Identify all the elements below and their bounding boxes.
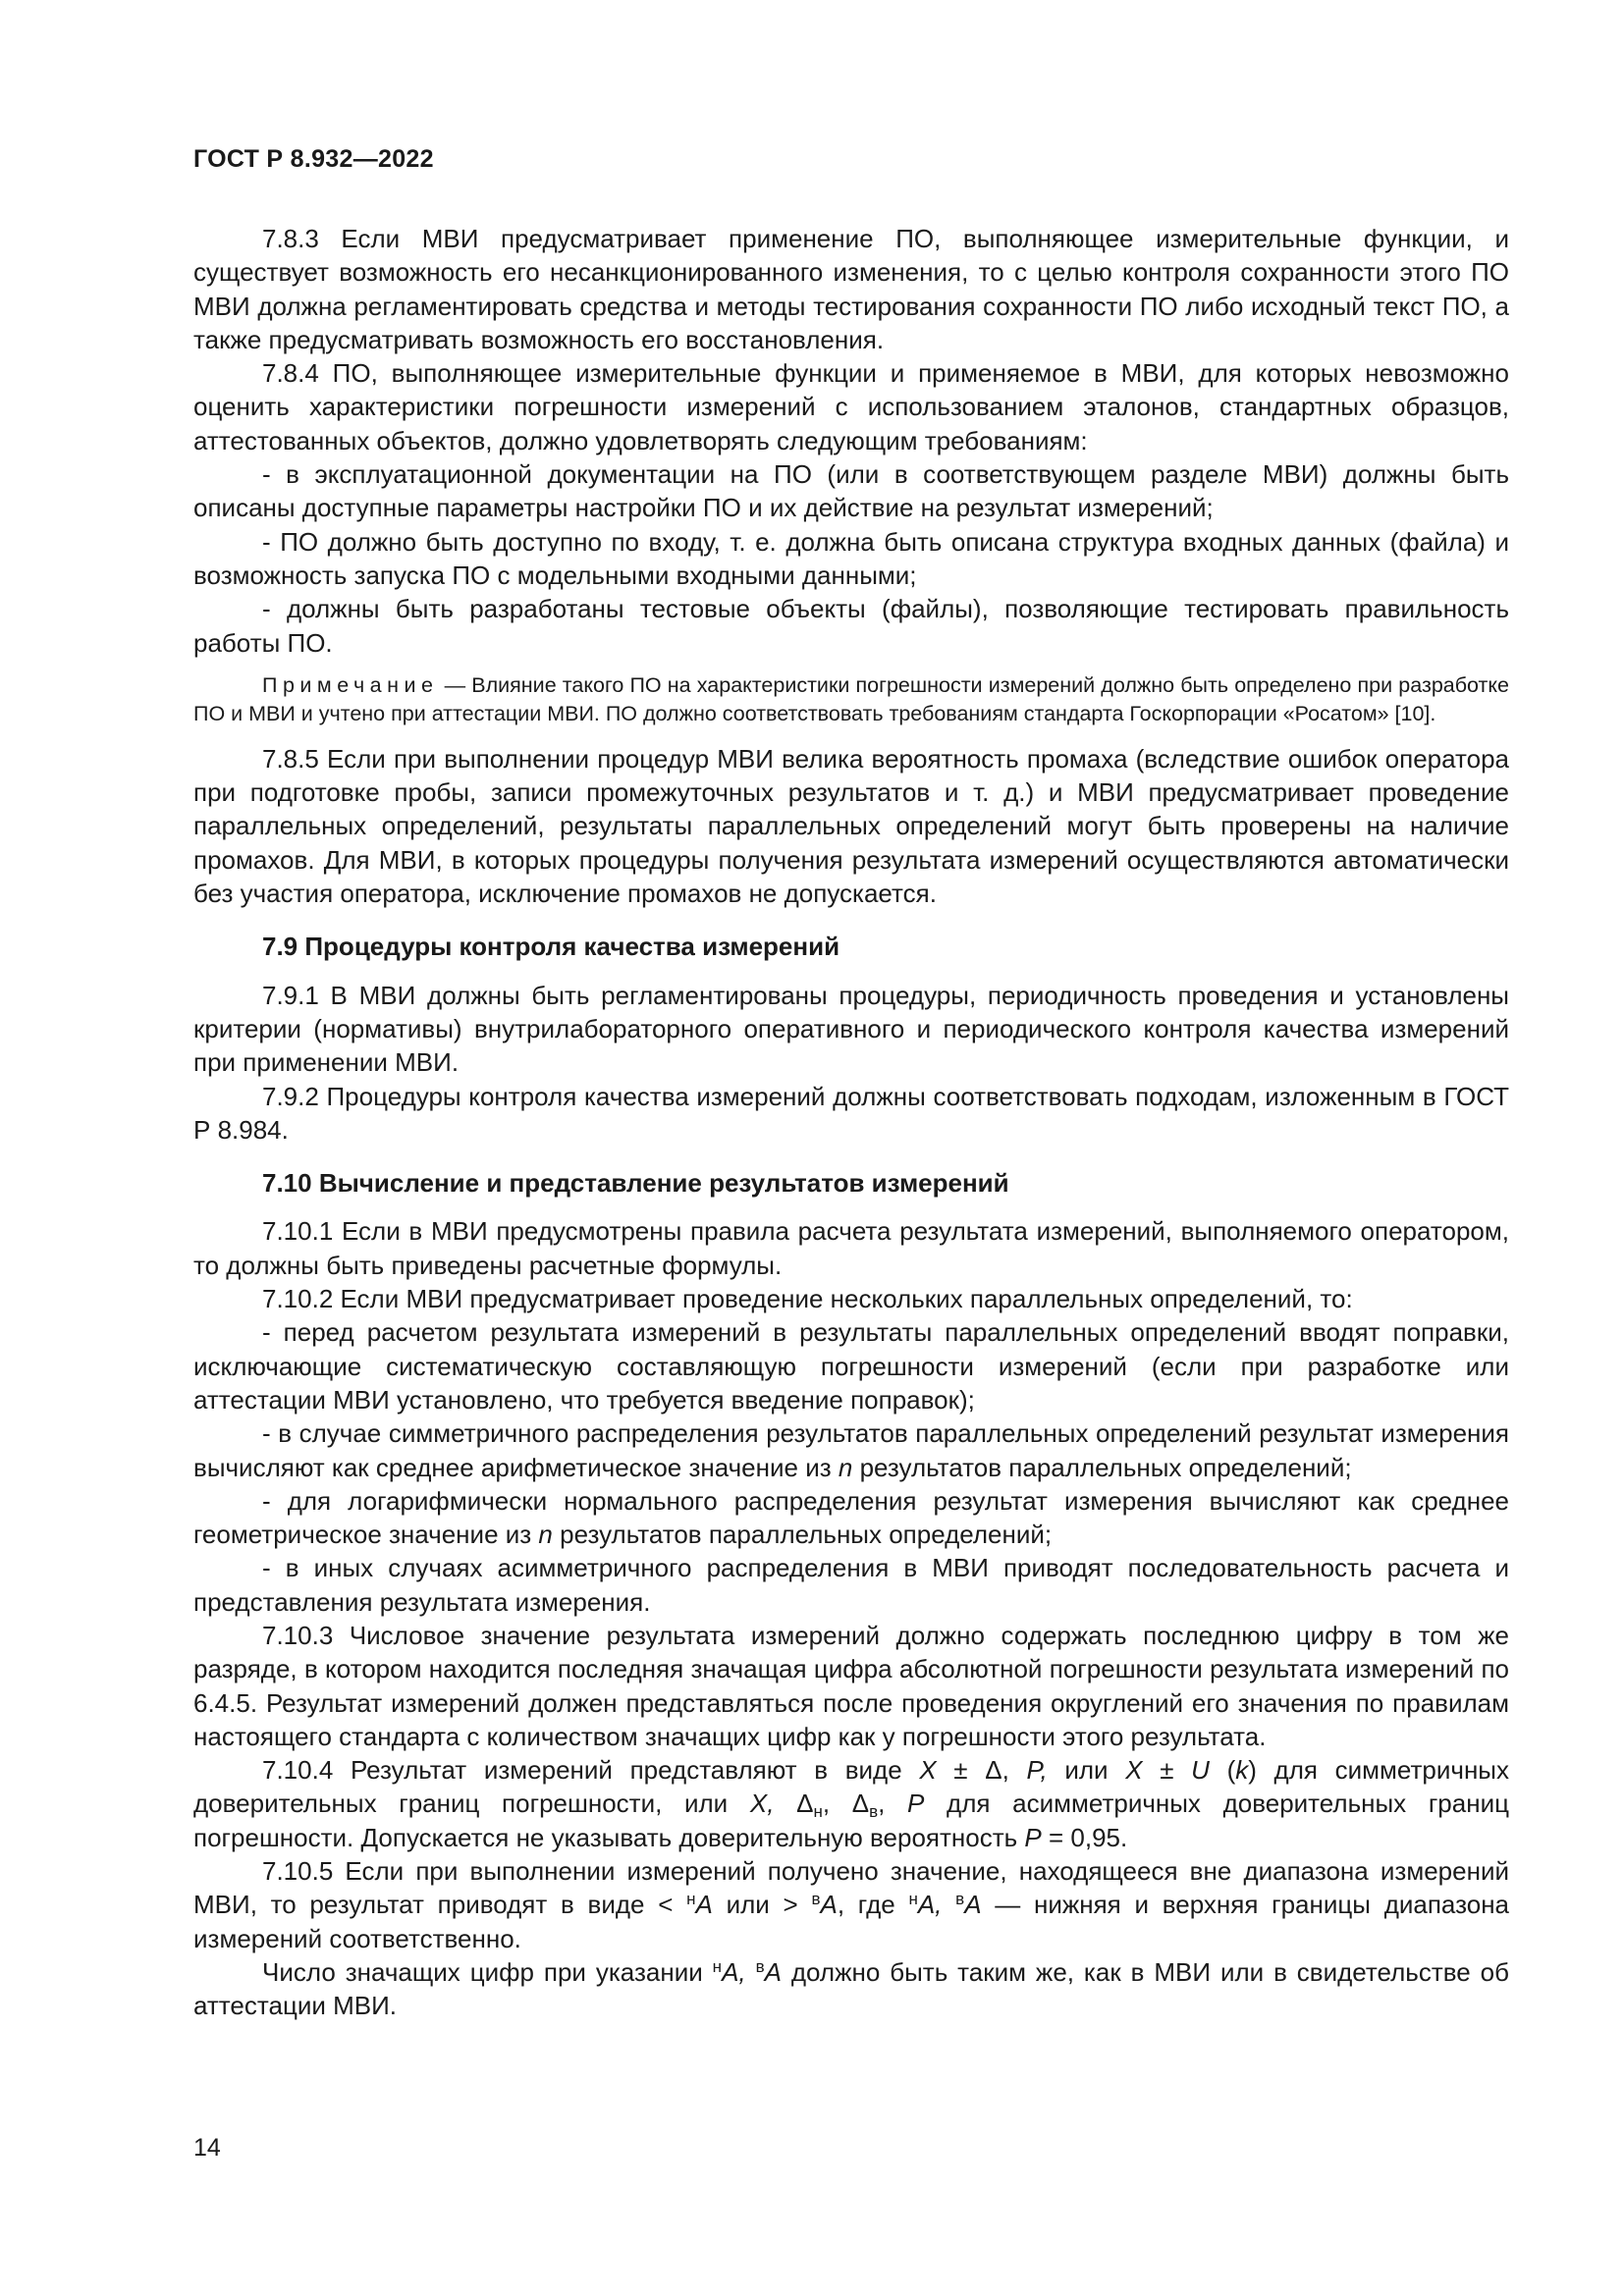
- document-body: [193, 222, 1509, 2023]
- formula-variable: U: [1191, 1755, 1210, 1786]
- text-fragment: — нижняя и верхняя границы диапазона измерений соответственно.: [193, 1890, 1510, 1953]
- formula-variable: P,: [1026, 1755, 1048, 1786]
- formula-variable: A: [964, 1890, 982, 1920]
- clause-7-8-4-item-2: - ПО должно быть доступно по входу, т. е. должна быть описана структура входных данных (файла) и возможность запуска ПО с модельными входными данными;: [193, 526, 1509, 590]
- text-fragment: - в случае симметричного распределения результатов параллельных определений результат измерения вычисляют как среднее арифметическое значение из: [193, 1418, 1509, 1482]
- formula-variable: X: [1125, 1755, 1143, 1786]
- text-fragment: ±: [1142, 1755, 1192, 1786]
- formula-variable: n: [538, 1520, 553, 1550]
- formula-variable: A,: [722, 1956, 746, 1987]
- text-fragment: = 0,95.: [1041, 1822, 1128, 1852]
- clause-7-10-2-item-3: [193, 1484, 1509, 1552]
- formula-superscript: н: [686, 1890, 696, 1909]
- formula-superscript: н: [712, 1956, 723, 1976]
- note: [193, 671, 1509, 728]
- text-fragment: ,: [878, 1789, 908, 1819]
- formula-superscript: в: [811, 1890, 821, 1909]
- text-fragment: 7.10.4 Результат измерений представляют в виде: [262, 1755, 920, 1786]
- clause-7-10-2: 7.10.2 Если МВИ предусматривает проведение нескольких параллельных определений, то:: [262, 1284, 1353, 1314]
- text-fragment: [746, 1957, 756, 1987]
- clause-7-10-3: 7.10.3 Числовое значение результата измерений должно содержать последнюю цифру в том же разряде, в котором находится последняя значащая цифра абсолютной погрешности результата измерений по 6.4.5. Результат измерений должен представляться после проведения округлений его значения по правилам настоящего стандарта с количеством значащих цифр как у погрешности этого результата.: [193, 1620, 1509, 1751]
- formula-superscript: н: [908, 1890, 918, 1909]
- text-fragment: - для логарифмически нормального распределения результат измерения вычисляют как среднее геометрическое значение из: [193, 1485, 1509, 1550]
- clause-7-10-1: 7.10.1 Если в МВИ предусмотрены правила расчета результата измерений, выполняемого оператором, то должны быть приведены расчетные формулы.: [193, 1216, 1509, 1280]
- clause-7-9-2: 7.9.2 Процедуры контроля качества измерений должны соответствовать подходам, изложенным в ГОСТ Р 8.984.: [193, 1081, 1509, 1145]
- text-fragment: 7.10.5 Если при выполнении измерений получено значение, находящееся вне диапазона измерений МВИ, то результат приводят в виде <: [193, 1856, 1509, 1920]
- note-label: Примечание: [262, 672, 439, 697]
- clause-7-8-4-item-3: - должны быть разработаны тестовые объекты (файлы), позволяющие тестировать правильность работы ПО.: [193, 594, 1509, 658]
- formula-superscript: в: [955, 1890, 965, 1909]
- formula-variable: P: [907, 1789, 925, 1819]
- clause-7-10-4: [193, 1753, 1509, 1854]
- clause-7-8-5: 7.8.5 Если при выполнении процедур МВИ велика вероятность промаха (вследствие ошибок оператора при подготовке пробы, записи промежуточных результатов и т. д.) и МВИ предусматривает проведение параллельных определений, результаты параллельных определений могут быть проверены на наличие промахов. Для МВИ, в которых процедуры получения результата измерений осуществляются автоматически без участия оператора, исключение промахов не допускается.: [193, 743, 1509, 909]
- formula-subscript: в: [869, 1802, 879, 1822]
- note-text: — Влияние такого ПО на характеристики погрешности измерений должно быть определено при разработке ПО и МВИ и учтено при аттестации МВИ. ПО должно соответствовать требованиям стандарта Госкорпорации «Росатом» [10].: [193, 672, 1509, 725]
- clause-7-9-1: 7.9.1 В МВИ должны быть регламентированы процедуры, периодичность проведения и установлены критерии (нормативы) внутрилабораторного оперативного и периодического контроля качества измерений при применении МВИ.: [193, 980, 1509, 1078]
- formula-variable: A,: [917, 1890, 943, 1920]
- text-fragment: (: [1209, 1755, 1236, 1786]
- formula-variable: P: [1024, 1822, 1042, 1852]
- text-fragment: , Δ: [822, 1789, 870, 1819]
- text-fragment: должно быть таким же, как в МВИ или в свидетельстве об аттестации МВИ.: [193, 1956, 1509, 2021]
- clause-7-10-5-continuation: [193, 1955, 1509, 2023]
- formula-variable: k: [1235, 1755, 1249, 1786]
- formula-variable: A: [764, 1956, 782, 1987]
- clause-7-10-2-item-4: - в иных случаях асимметричного распределения в МВИ приводят последовательность расчета и представления результата измерения.: [193, 1553, 1509, 1617]
- clause-7-10-2-item-1: - перед расчетом результата измерений в результаты параллельных определений вводят поправки, исключающие систематическую составляющую погрешности измерений (если при разработке или аттестации МВИ установлено, что требуется введение поправок);: [193, 1317, 1509, 1415]
- section-7-10-heading: 7.10 Вычисление и представление результатов измерений: [262, 1168, 1009, 1199]
- text-fragment: или >: [712, 1890, 812, 1920]
- section-7-9-heading: 7.9 Процедуры контроля качества измерений: [262, 932, 840, 962]
- text-fragment: ) для симметричных доверительных границ погрешности, или: [193, 1755, 1509, 1819]
- page-number: 14: [193, 2134, 221, 2162]
- clause-7-8-4-item-1: - в эксплуатационной документации на ПО (или в соответствующем разделе МВИ) должны быть описаны доступные параметры настройки ПО и их действие на результат измерений;: [193, 459, 1509, 523]
- formula-variable: A: [695, 1890, 713, 1920]
- formula-variable: X,: [749, 1789, 775, 1819]
- document-header: ГОСТ Р 8.932—2022: [193, 145, 434, 173]
- text-fragment: для асимметричных доверительных границ погрешности. Допускается не указывать доверительную вероятность: [193, 1789, 1509, 1852]
- text-fragment: результатов параллельных определений;: [852, 1452, 1352, 1482]
- clause-7-8-3: 7.8.3 Если МВИ предусматривает применение ПО, выполняющее измерительные функции, и существует возможность его несанкционированного изменения, то с целью контроля сохранности этого ПО МВИ должна регламентировать средства и методы тестирования сохранности ПО либо исходный текст ПО, а также предусматривать возможность его восстановления.: [193, 224, 1509, 354]
- formula-variable: n: [838, 1452, 853, 1482]
- clause-7-10-2-item-2: [193, 1416, 1509, 1484]
- text-fragment: результатов параллельных определений;: [552, 1520, 1053, 1550]
- text-fragment: [942, 1890, 955, 1919]
- formula-subscript: н: [813, 1802, 823, 1822]
- text-fragment: , где: [837, 1890, 909, 1920]
- formula-superscript: в: [755, 1956, 765, 1976]
- formula-variable: A: [820, 1890, 838, 1920]
- formula-variable: X: [919, 1755, 937, 1786]
- clause-7-8-4: 7.8.4 ПО, выполняющее измерительные функции и применяемое в МВИ, для которых невозможно оценить характеристики погрешности измерений с использованием эталонов, стандартных образцов, аттестованных объектов, должно удовлетворять следующим требованиям:: [193, 358, 1509, 455]
- text-fragment: ± Δ,: [936, 1755, 1027, 1786]
- text-fragment: Число значащих цифр при указании: [262, 1956, 713, 1987]
- text-fragment: Δ: [774, 1789, 814, 1819]
- clause-7-10-5: [193, 1854, 1509, 1955]
- text-fragment: или: [1047, 1755, 1126, 1786]
